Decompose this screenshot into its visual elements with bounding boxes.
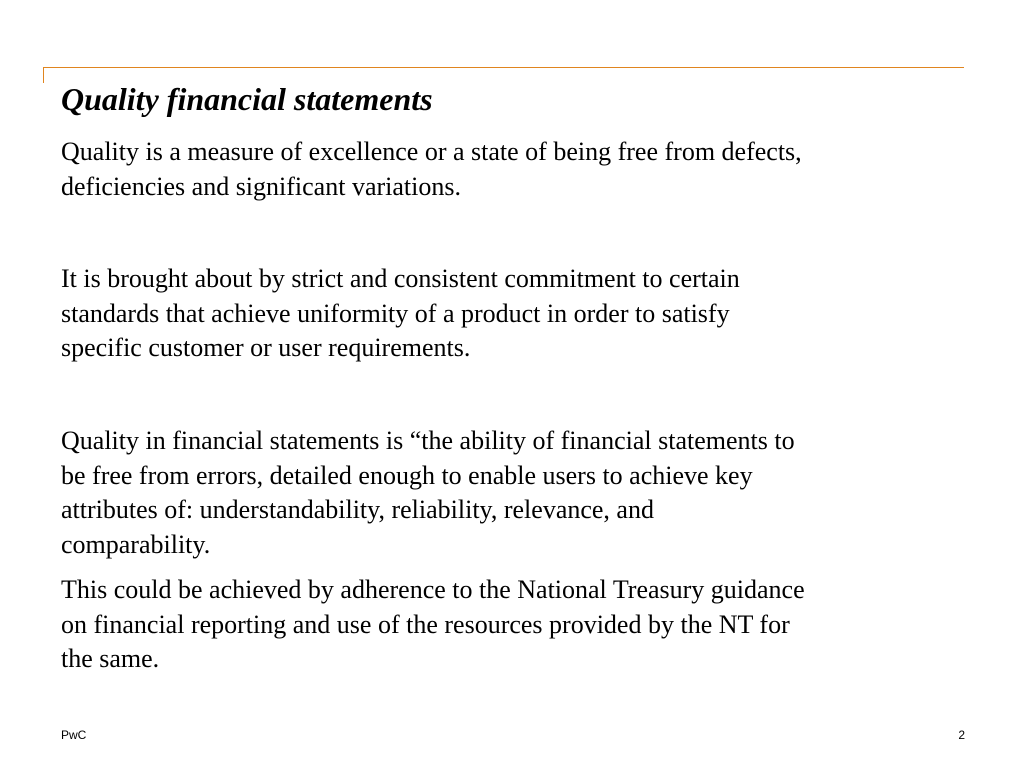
paragraph-commitment: It is brought about by strict and consistent commitment to certain standards that achieve uniformity of a product in order to satisfy specific customer or user requirements.: [61, 264, 740, 362]
paragraph-treasury-guidance: This could be achieved by adherence to the National Treasury guidance on financial reporting and use of the resources provided by the NT for the same.: [61, 575, 805, 673]
title-accent-tick: [43, 67, 44, 83]
footer-brand: PwC: [61, 728, 87, 742]
page-number: 2: [958, 728, 965, 742]
paragraph-quality-definition: Quality is a measure of excellence or a state of being free from defects, deficiencies and significant variations.: [61, 137, 802, 201]
slide-title: Quality financial statements: [61, 81, 433, 117]
title-accent-rule: [43, 67, 964, 68]
paragraph-financial-statements-quality: Quality in financial statements is “the ability of financial statements to be free from errors, detailed enough to enable users to achieve key attributes of: understandability, reliability, relevance, and comparability.: [61, 426, 795, 559]
